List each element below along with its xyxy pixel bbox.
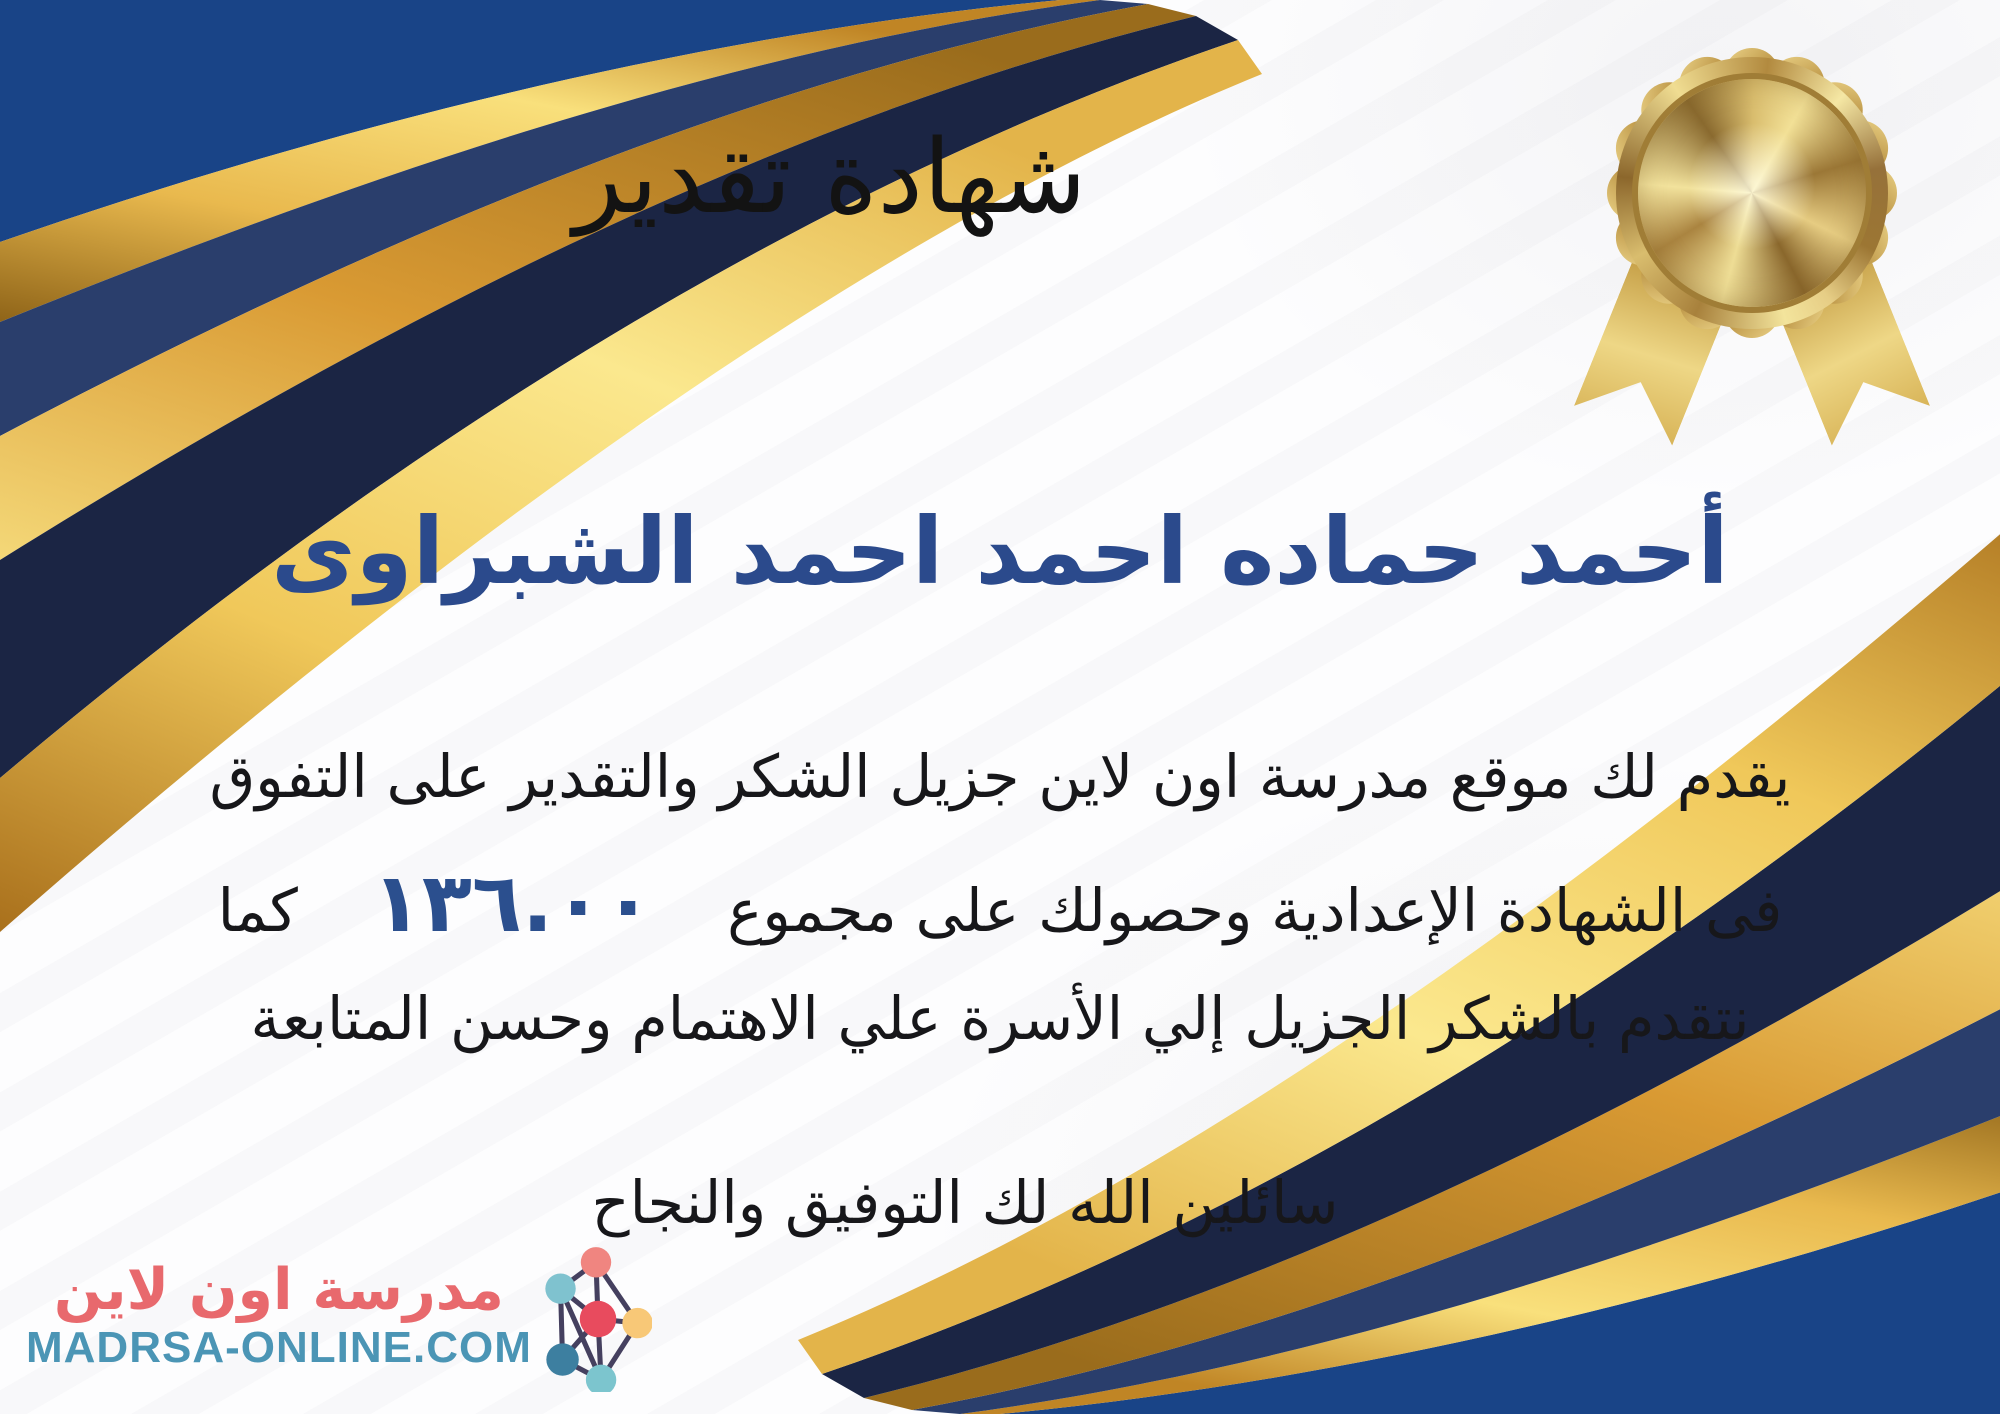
body-line-3: نتقدم بالشكر الجزيل إلي الأسرة علي الاهتمام وحسن المتابعة [250,984,1750,1053]
medal-rosette [1607,48,1897,438]
closing-line: سائلين الله لك التوفيق والنجاح [591,1168,1339,1237]
body-line-2-prefix: فى الشهادة الإعدادية وحصولك على مجموع [727,876,1783,945]
body-line-1: يقدم لك موقع مدرسة اون لاين جزيل الشكر والتقدير على التفوق [209,742,1791,811]
site-name-arabic: مدرسة اون لاين [53,1256,504,1323]
site-domain: MADRSA-ONLINE.COM [26,1323,532,1373]
network-graph-icon [540,1240,652,1392]
site-logo [26,1240,652,1392]
body-line-2-suffix: كما [217,876,298,945]
total-score-value: ١٣٦.٠٠ [371,856,654,951]
certificate-title: شهادة تقدير [573,118,1087,237]
medal-face [1638,79,1866,307]
gold-medal-icon [1607,48,1897,438]
student-name: أحمد حماده احمد احمد الشبراوى [271,498,1729,605]
body-line-2 [40,856,1960,951]
